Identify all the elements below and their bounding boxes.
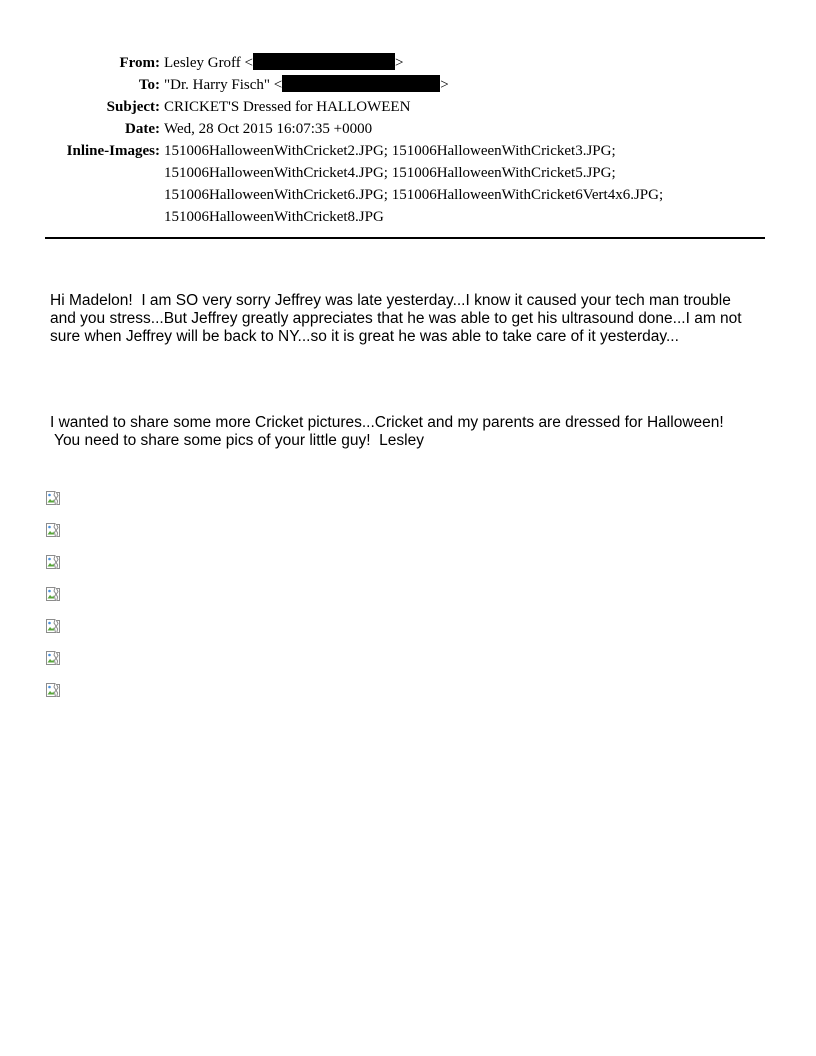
date-value: Wed, 28 Oct 2015 16:07:35 +0000 bbox=[164, 121, 373, 137]
to-label: To: bbox=[138, 77, 160, 93]
broken-image-icon bbox=[45, 522, 61, 538]
inline-images-value bbox=[160, 140, 663, 228]
to-close: > bbox=[440, 77, 449, 93]
to-value bbox=[160, 74, 449, 96]
redacted-email-box bbox=[253, 53, 395, 70]
email-header bbox=[0, 52, 663, 228]
subject-label: Subject: bbox=[106, 99, 160, 115]
broken-image-icon bbox=[45, 554, 61, 570]
from-label: From: bbox=[119, 55, 160, 71]
header-divider bbox=[45, 237, 765, 239]
inline-images-label: Inline-Images: bbox=[66, 143, 160, 159]
broken-image-icon bbox=[45, 586, 61, 602]
from-name: Lesley Groff < bbox=[164, 55, 253, 71]
subject-row bbox=[0, 96, 663, 118]
broken-image-icon bbox=[45, 490, 61, 506]
to-row bbox=[0, 74, 663, 96]
from-row bbox=[0, 52, 663, 74]
date-label: Date: bbox=[125, 121, 160, 137]
broken-image-icon bbox=[45, 682, 61, 698]
date-row bbox=[0, 118, 663, 140]
to-name: "Dr. Harry Fisch" < bbox=[164, 77, 283, 93]
subject-value: CRICKET'S Dressed for HALLOWEEN bbox=[164, 99, 411, 115]
inline-images-line: 151006HalloweenWithCricket6.JPG; 151006HalloweenWithCricket6Vert4x6.JPG; bbox=[164, 187, 664, 203]
from-close: > bbox=[395, 55, 404, 71]
inline-images-line: 151006HalloweenWithCricket4.JPG; 151006HalloweenWithCricket5.JPG; bbox=[164, 165, 616, 181]
from-value bbox=[160, 52, 403, 74]
inline-image-list bbox=[45, 490, 61, 714]
broken-image-icon bbox=[45, 618, 61, 634]
broken-image-icon bbox=[45, 650, 61, 666]
inline-images-line: 151006HalloweenWithCricket8.JPG bbox=[164, 209, 384, 225]
redacted-email-box bbox=[282, 75, 440, 92]
body-paragraph-2: I wanted to share some more Cricket pictures...Cricket and my parents are dressed for Halloween! You need to share some pics of your little guy! Lesley bbox=[50, 414, 724, 449]
inline-images-line: 151006HalloweenWithCricket2.JPG; 151006HalloweenWithCricket3.JPG; bbox=[164, 143, 616, 159]
inline-images-row bbox=[0, 140, 663, 228]
body-paragraph-1: Hi Madelon! I am SO very sorry Jeffrey was late yesterday...I know it caused your tech man trouble and you stress...But Jeffrey greatly appreciates that he was able to get his ultrasound done...I am not sure when Jeffrey will be back to NY...so it is great he was able to take care of it yesterday... bbox=[50, 292, 742, 345]
